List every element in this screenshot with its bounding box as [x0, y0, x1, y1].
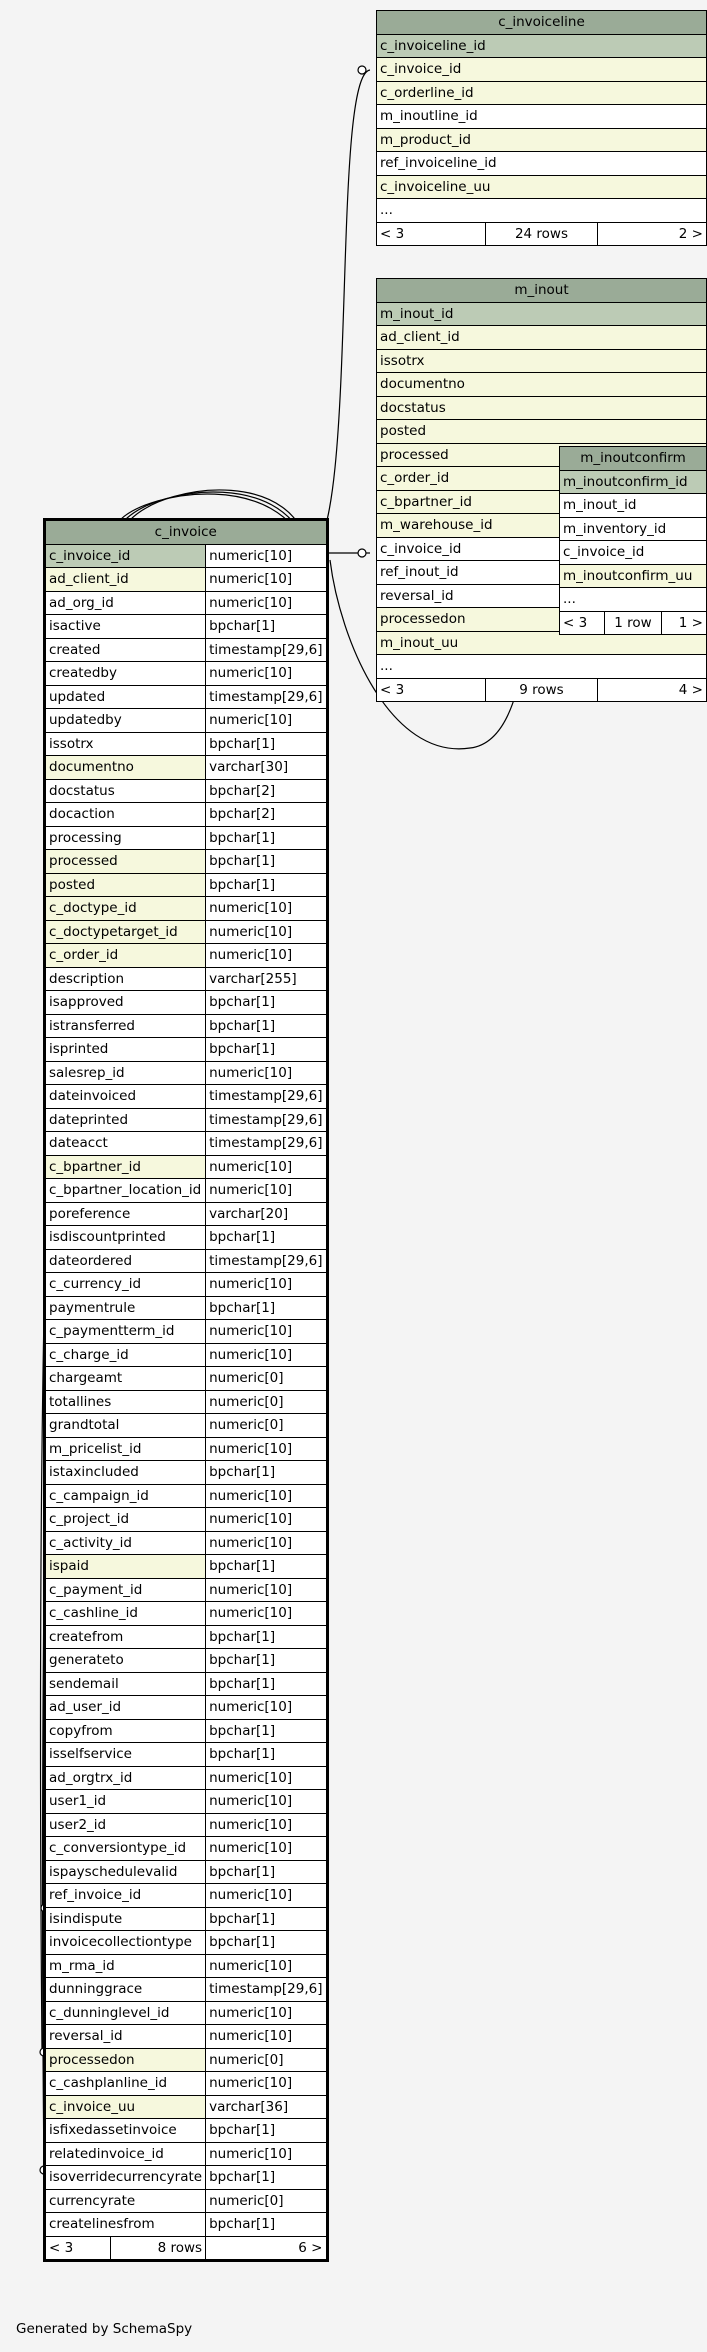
column-name: isapproved	[45, 991, 206, 1015]
table-row	[45, 1367, 328, 1391]
table-row	[45, 1907, 328, 1931]
column-name: reversal_id	[377, 584, 707, 608]
column-name: isselfservice	[45, 1743, 206, 1767]
column-name: m_inoutline_id	[377, 105, 707, 129]
column-type: timestamp[29,6]	[206, 638, 327, 662]
column-name: c_project_id	[45, 1508, 206, 1532]
column-type: numeric[10]	[206, 1437, 327, 1461]
column-name: istransferred	[45, 1014, 206, 1038]
column-type: bpchar[1]	[206, 1719, 327, 1743]
table-row	[45, 1390, 328, 1414]
column-type: bpchar[1]	[206, 1907, 327, 1931]
column-type: bpchar[1]	[206, 732, 327, 756]
column-name: createfrom	[45, 1625, 206, 1649]
column-type: bpchar[1]	[206, 850, 327, 874]
column-name: isindispute	[45, 1907, 206, 1931]
column-type: numeric[10]	[206, 1179, 327, 1203]
column-name: c_bpartner_id	[45, 1155, 206, 1179]
table-row	[45, 638, 328, 662]
column-name: grandtotal	[45, 1414, 206, 1438]
table-row	[560, 494, 707, 518]
column-name: salesrep_id	[45, 1061, 206, 1085]
column-name: ad_client_id	[45, 568, 206, 592]
column-name: processed	[377, 443, 707, 467]
column-name: ad_client_id	[377, 326, 707, 350]
column-type: numeric[0]	[206, 2048, 327, 2072]
column-type: numeric[10]	[206, 1508, 327, 1532]
table-row	[45, 1649, 328, 1673]
column-name: c_paymentterm_id	[45, 1320, 206, 1344]
column-type: varchar[30]	[206, 756, 327, 780]
table-row	[45, 2095, 328, 2119]
table-row	[45, 1860, 328, 1884]
column-type: bpchar[1]	[206, 1743, 327, 1767]
column-name: ...	[560, 588, 707, 612]
table-row	[377, 81, 707, 105]
table-row	[377, 199, 707, 223]
table-row	[560, 470, 707, 494]
table-c_invoice[interactable]	[43, 518, 329, 2262]
children-count-link[interactable]: 4 >	[597, 678, 706, 702]
table-row	[377, 373, 707, 397]
column-type: bpchar[1]	[206, 1226, 327, 1250]
table-row	[560, 517, 707, 541]
table-row	[377, 152, 707, 176]
column-type: bpchar[1]	[206, 2213, 327, 2237]
table-row	[45, 2189, 328, 2213]
table-row	[45, 1461, 328, 1485]
table-row	[45, 1978, 328, 2002]
table-row	[45, 1108, 328, 1132]
column-name: ad_user_id	[45, 1696, 206, 1720]
children-count-link[interactable]: 2 >	[598, 222, 707, 246]
column-name: documentno	[377, 373, 707, 397]
column-type: numeric[10]	[206, 568, 327, 592]
table-row	[45, 920, 328, 944]
column-name: c_cashline_id	[45, 1602, 206, 1626]
column-type: timestamp[29,6]	[206, 1249, 327, 1273]
column-name: poreference	[45, 1202, 206, 1226]
column-name: m_inout_id	[377, 302, 707, 326]
table-row	[45, 967, 328, 991]
table-row	[45, 1061, 328, 1085]
column-name: m_inventory_id	[560, 517, 707, 541]
column-type: bpchar[1]	[206, 1625, 327, 1649]
table-row	[45, 2166, 328, 2190]
table-row	[45, 944, 328, 968]
column-type: numeric[10]	[206, 1484, 327, 1508]
table-row	[45, 544, 328, 568]
column-name: sendemail	[45, 1672, 206, 1696]
column-name: m_inoutconfirm_uu	[560, 564, 707, 588]
column-name: currencyrate	[45, 2189, 206, 2213]
table-row	[377, 302, 707, 326]
column-name: m_inout_id	[560, 494, 707, 518]
column-type: numeric[10]	[206, 1343, 327, 1367]
column-name: m_product_id	[377, 128, 707, 152]
table-row	[45, 1578, 328, 1602]
table-row	[45, 2048, 328, 2072]
column-name: dateinvoiced	[45, 1085, 206, 1109]
column-type: bpchar[1]	[206, 1461, 327, 1485]
column-type: numeric[10]	[206, 2001, 327, 2025]
row-count: 1 row	[605, 611, 662, 635]
column-type: numeric[10]	[206, 1766, 327, 1790]
column-name: generateto	[45, 1649, 206, 1673]
table-row	[377, 34, 707, 58]
column-name: m_inout_uu	[377, 631, 707, 655]
table-row	[45, 2142, 328, 2166]
column-name: c_bpartner_id	[377, 490, 707, 514]
column-type: bpchar[1]	[206, 1014, 327, 1038]
column-name: ...	[377, 199, 707, 223]
column-name: chargeamt	[45, 1367, 206, 1391]
column-name: processed	[45, 850, 206, 874]
table-row	[377, 655, 707, 679]
table-row	[45, 1484, 328, 1508]
column-type: bpchar[1]	[206, 2119, 327, 2143]
table-row	[45, 1672, 328, 1696]
column-name: docstatus	[45, 779, 206, 803]
table-row	[377, 420, 707, 444]
column-type: numeric[10]	[206, 1884, 327, 1908]
column-name: updatedby	[45, 709, 206, 733]
table-row	[45, 1132, 328, 1156]
column-name: isdiscountprinted	[45, 1226, 206, 1250]
table-row	[45, 1320, 328, 1344]
column-type: numeric[10]	[206, 2142, 327, 2166]
table-row	[45, 1179, 328, 1203]
column-name: m_inoutconfirm_id	[560, 470, 707, 494]
column-name: c_charge_id	[45, 1343, 206, 1367]
column-type: numeric[10]	[206, 709, 327, 733]
table-footer	[377, 678, 707, 702]
table-row	[45, 1719, 328, 1743]
column-type: bpchar[1]	[206, 2166, 327, 2190]
table-row	[45, 1954, 328, 1978]
table-row	[45, 1837, 328, 1861]
column-type: varchar[20]	[206, 1202, 327, 1226]
table-row	[377, 58, 707, 82]
column-name: createlinesfrom	[45, 2213, 206, 2237]
column-type: numeric[10]	[206, 662, 327, 686]
table-row	[45, 1249, 328, 1273]
column-type: numeric[10]	[206, 2025, 327, 2049]
children-count-link[interactable]: 6 >	[206, 2236, 327, 2261]
column-name: issotrx	[377, 349, 707, 373]
column-type: numeric[10]	[206, 944, 327, 968]
column-name: updated	[45, 685, 206, 709]
edge-invoiceline-invoice	[308, 70, 370, 553]
column-type: numeric[10]	[206, 1061, 327, 1085]
table-row	[45, 850, 328, 874]
column-name: ref_invoice_id	[45, 1884, 206, 1908]
table-row	[45, 1343, 328, 1367]
column-name: c_conversiontype_id	[45, 1837, 206, 1861]
table-title[interactable]: m_inout	[377, 279, 707, 303]
table-row	[377, 128, 707, 152]
column-name: m_rma_id	[45, 1954, 206, 1978]
column-type: numeric[10]	[206, 1273, 327, 1297]
table-title[interactable]: c_invoiceline	[377, 11, 707, 35]
table-row	[45, 826, 328, 850]
table-row	[45, 1226, 328, 1250]
column-name: c_orderline_id	[377, 81, 707, 105]
column-type: bpchar[1]	[206, 1038, 327, 1062]
column-type: varchar[36]	[206, 2095, 327, 2119]
table-footer	[45, 2236, 328, 2261]
column-type: bpchar[1]	[206, 873, 327, 897]
table-row	[377, 105, 707, 129]
column-name: c_invoiceline_uu	[377, 175, 707, 199]
table-row	[45, 1931, 328, 1955]
column-name: docaction	[45, 803, 206, 827]
column-name: issotrx	[45, 732, 206, 756]
table-row	[45, 615, 328, 639]
table-row	[45, 1884, 328, 1908]
column-name: ad_org_id	[45, 591, 206, 615]
table-row	[45, 1155, 328, 1179]
table-row	[45, 2119, 328, 2143]
column-name: reversal_id	[45, 2025, 206, 2049]
column-name: dateacct	[45, 1132, 206, 1156]
column-type: numeric[10]	[206, 1320, 327, 1344]
table-row	[45, 1531, 328, 1555]
table-row	[45, 2213, 328, 2237]
column-type: numeric[0]	[206, 1390, 327, 1414]
children-count-link[interactable]: 1 >	[661, 611, 706, 635]
column-type: bpchar[1]	[206, 991, 327, 1015]
column-name: c_currency_id	[45, 1273, 206, 1297]
table-row	[45, 2025, 328, 2049]
column-name: processing	[45, 826, 206, 850]
row-count: 24 rows	[485, 222, 597, 246]
table-row	[377, 175, 707, 199]
table-row	[45, 2072, 328, 2096]
table-title[interactable]: c_invoice	[45, 520, 328, 545]
column-name: c_cashplanline_id	[45, 2072, 206, 2096]
table-row	[45, 1437, 328, 1461]
column-name: m_warehouse_id	[377, 514, 707, 538]
column-name: created	[45, 638, 206, 662]
column-name: createdby	[45, 662, 206, 686]
column-name: isprinted	[45, 1038, 206, 1062]
column-name: c_doctype_id	[45, 897, 206, 921]
column-name: isoverridecurrencyrate	[45, 2166, 206, 2190]
column-type: bpchar[1]	[206, 1931, 327, 1955]
column-type: timestamp[29,6]	[206, 1108, 327, 1132]
column-name: processedon	[377, 608, 707, 632]
table-title[interactable]: m_inoutconfirm	[560, 447, 707, 471]
table-row	[45, 1508, 328, 1532]
column-name: processedon	[45, 2048, 206, 2072]
column-name: c_campaign_id	[45, 1484, 206, 1508]
column-type: numeric[10]	[206, 1531, 327, 1555]
parents-count-link[interactable]: < 3	[45, 2236, 111, 2261]
column-type: numeric[0]	[206, 1414, 327, 1438]
table-row	[45, 1414, 328, 1438]
column-name: isfixedassetinvoice	[45, 2119, 206, 2143]
column-name: c_invoice_id	[45, 544, 206, 568]
table-row	[45, 709, 328, 733]
table-row	[45, 1038, 328, 1062]
column-name: ispayschedulevalid	[45, 1860, 206, 1884]
column-name: c_order_id	[45, 944, 206, 968]
generated-by-text: Generated by SchemaSpy	[16, 2321, 193, 2337]
column-type: numeric[10]	[206, 1813, 327, 1837]
column-type: bpchar[2]	[206, 803, 327, 827]
column-name: c_invoice_id	[377, 58, 707, 82]
table-row	[377, 326, 707, 350]
column-name: ref_invoiceline_id	[377, 152, 707, 176]
column-name: ispaid	[45, 1555, 206, 1579]
column-type: bpchar[1]	[206, 1860, 327, 1884]
table-row	[45, 803, 328, 827]
table-row	[45, 662, 328, 686]
table-row	[45, 1273, 328, 1297]
parents-count-link[interactable]: < 3	[377, 222, 486, 246]
column-type: numeric[10]	[206, 1837, 327, 1861]
parents-count-link[interactable]: < 3	[377, 678, 486, 702]
table-c_invoiceline[interactable]	[376, 10, 707, 246]
column-name: posted	[377, 420, 707, 444]
table-row	[45, 1813, 328, 1837]
column-type: numeric[10]	[206, 1602, 327, 1626]
column-name: c_dunninglevel_id	[45, 2001, 206, 2025]
column-type: numeric[10]	[206, 1696, 327, 1720]
table-row	[45, 1202, 328, 1226]
table-row	[45, 685, 328, 709]
column-name: dateordered	[45, 1249, 206, 1273]
column-type: numeric[10]	[206, 1790, 327, 1814]
table-row	[45, 1085, 328, 1109]
table-row	[45, 1790, 328, 1814]
column-name: dunninggrace	[45, 1978, 206, 2002]
table-row	[45, 1014, 328, 1038]
column-type: numeric[10]	[206, 544, 327, 568]
table-row	[45, 591, 328, 615]
column-name: ad_orgtrx_id	[45, 1766, 206, 1790]
column-type: numeric[0]	[206, 2189, 327, 2213]
row-count: 8 rows	[111, 2236, 206, 2261]
column-name: documentno	[45, 756, 206, 780]
table-row	[45, 991, 328, 1015]
column-type: bpchar[1]	[206, 1672, 327, 1696]
column-type: varchar[255]	[206, 967, 327, 991]
table-row	[560, 541, 707, 565]
table-row	[560, 588, 707, 612]
column-type: numeric[10]	[206, 897, 327, 921]
column-name: ...	[377, 655, 707, 679]
table-row	[377, 349, 707, 373]
column-name: invoicecollectiontype	[45, 1931, 206, 1955]
table-row	[45, 1555, 328, 1579]
column-name: c_doctypetarget_id	[45, 920, 206, 944]
table-row	[45, 1743, 328, 1767]
column-name: dateprinted	[45, 1108, 206, 1132]
column-type: numeric[10]	[206, 591, 327, 615]
column-type: timestamp[29,6]	[206, 1085, 327, 1109]
column-type: bpchar[1]	[206, 826, 327, 850]
table-row	[45, 1296, 328, 1320]
column-type: numeric[0]	[206, 1367, 327, 1391]
table-row	[45, 779, 328, 803]
column-name: c_payment_id	[45, 1578, 206, 1602]
column-type: bpchar[1]	[206, 1555, 327, 1579]
column-type: timestamp[29,6]	[206, 1978, 327, 2002]
column-type: bpchar[1]	[206, 1296, 327, 1320]
column-name: c_invoice_id	[377, 537, 707, 561]
column-name: totallines	[45, 1390, 206, 1414]
table-row	[45, 2001, 328, 2025]
column-name: c_invoiceline_id	[377, 34, 707, 58]
column-name: posted	[45, 873, 206, 897]
column-type: numeric[10]	[206, 1954, 327, 1978]
table-row	[377, 396, 707, 420]
table-row	[45, 1766, 328, 1790]
column-name: c_order_id	[377, 467, 707, 491]
column-type: numeric[10]	[206, 1155, 327, 1179]
column-name: c_invoice_uu	[45, 2095, 206, 2119]
table-row	[45, 732, 328, 756]
row-count: 9 rows	[486, 678, 598, 702]
column-name: c_invoice_id	[560, 541, 707, 565]
column-type: timestamp[29,6]	[206, 1132, 327, 1156]
column-name: c_bpartner_location_id	[45, 1179, 206, 1203]
table-row	[45, 873, 328, 897]
table-row	[560, 564, 707, 588]
column-name: ref_inout_id	[377, 561, 707, 585]
column-name: isactive	[45, 615, 206, 639]
column-name: description	[45, 967, 206, 991]
column-name: docstatus	[377, 396, 707, 420]
column-name: relatedinvoice_id	[45, 2142, 206, 2166]
column-name: m_pricelist_id	[45, 1437, 206, 1461]
column-name: user2_id	[45, 1813, 206, 1837]
table-footer	[377, 222, 707, 246]
column-name: istaxincluded	[45, 1461, 206, 1485]
column-name: c_activity_id	[45, 1531, 206, 1555]
column-type: bpchar[2]	[206, 779, 327, 803]
table-row	[45, 897, 328, 921]
column-type: numeric[10]	[206, 920, 327, 944]
column-type: numeric[10]	[206, 1578, 327, 1602]
column-type: numeric[10]	[206, 2072, 327, 2096]
column-type: bpchar[1]	[206, 1649, 327, 1673]
column-name: paymentrule	[45, 1296, 206, 1320]
table-row	[45, 756, 328, 780]
table-footer	[560, 611, 707, 635]
table-row	[45, 568, 328, 592]
column-type: timestamp[29,6]	[206, 685, 327, 709]
table-row	[45, 1602, 328, 1626]
table-m_inoutconfirm[interactable]	[559, 446, 707, 635]
parents-count-link[interactable]: < 3	[560, 611, 605, 635]
table-row	[45, 1696, 328, 1720]
column-type: bpchar[1]	[206, 615, 327, 639]
table-row	[45, 1625, 328, 1649]
column-name: copyfrom	[45, 1719, 206, 1743]
column-name: user1_id	[45, 1790, 206, 1814]
